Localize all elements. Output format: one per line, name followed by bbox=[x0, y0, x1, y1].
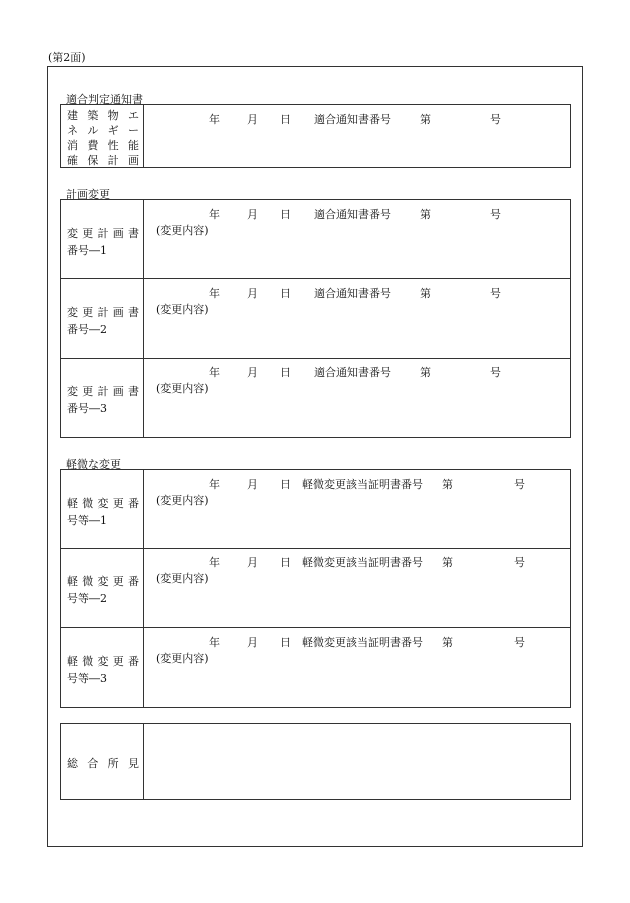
dai-label: 第 bbox=[442, 636, 453, 649]
minor-change-row bbox=[60, 469, 571, 549]
minor-change-label bbox=[67, 495, 139, 529]
number-label: 軽微変更該当証明書番号 bbox=[302, 556, 423, 569]
plan-change-label-char: 変 bbox=[67, 227, 78, 240]
minor-change-row bbox=[60, 548, 571, 628]
minor-change-label-line2: 号等―3 bbox=[67, 672, 107, 685]
plan-change-content-note: (変更内容) bbox=[156, 224, 209, 237]
plan-change-label-char: 更 bbox=[82, 227, 94, 240]
notice-label-char: 計 bbox=[107, 154, 119, 167]
plan-change-label-line2: 番号―1 bbox=[67, 244, 107, 257]
plan-change-label-char: 画 bbox=[112, 385, 124, 398]
minor-change-value-cell bbox=[144, 548, 570, 627]
minor-change-label-char: 微 bbox=[82, 575, 94, 588]
plan-change-label-cell bbox=[61, 200, 144, 278]
notice-box bbox=[60, 104, 571, 168]
number-label: 軽微変更該当証明書番号 bbox=[302, 478, 423, 491]
day-label: 日 bbox=[280, 556, 291, 569]
notice-label-char: 費 bbox=[87, 139, 99, 152]
plan-change-label bbox=[67, 304, 139, 338]
minor-change-label-line1 bbox=[67, 495, 139, 512]
minor-change-label-cell bbox=[61, 470, 144, 548]
go-label: 号 bbox=[490, 113, 501, 126]
plan-change-label-line1 bbox=[67, 304, 139, 321]
dai-label: 第 bbox=[420, 208, 431, 221]
notice-label-char: 物 bbox=[107, 109, 119, 122]
month-label: 月 bbox=[247, 366, 258, 379]
minor-change-label-char: 番 bbox=[128, 655, 139, 668]
notice-label-char: 保 bbox=[87, 154, 99, 167]
go-label: 号 bbox=[490, 366, 501, 379]
plan-change-label-cell bbox=[61, 358, 144, 437]
year-label: 年 bbox=[209, 287, 220, 300]
plan-change-label-char: 計 bbox=[97, 306, 109, 319]
minor-change-row bbox=[60, 628, 571, 708]
minor-change-value-cell bbox=[144, 470, 570, 548]
notice-label-row bbox=[67, 153, 139, 168]
go-label: 号 bbox=[514, 636, 525, 649]
day-label: 日 bbox=[280, 113, 291, 126]
minor-change-label-char: 変 bbox=[97, 575, 109, 588]
go-label: 号 bbox=[490, 287, 501, 300]
plan-change-label-char: 更 bbox=[82, 385, 94, 398]
plan-change-label-char: 変 bbox=[67, 306, 78, 319]
dai-label: 第 bbox=[420, 366, 431, 379]
overall-label-char: 見 bbox=[127, 757, 139, 770]
minor-change-label bbox=[67, 573, 139, 607]
notice-label-char: 能 bbox=[127, 139, 139, 152]
year-label: 年 bbox=[209, 113, 220, 126]
number-label: 適合通知書番号 bbox=[314, 208, 391, 221]
plan-change-row bbox=[60, 279, 571, 359]
number-label: 適合通知書番号 bbox=[314, 287, 391, 300]
minor-change-label-char: 番 bbox=[128, 575, 139, 588]
go-label: 号 bbox=[490, 208, 501, 221]
overall-label bbox=[67, 755, 139, 771]
day-label: 日 bbox=[280, 287, 291, 300]
year-label: 年 bbox=[209, 366, 220, 379]
plan-change-label-line2: 番号―3 bbox=[67, 402, 107, 415]
minor-change-label-line1 bbox=[67, 653, 139, 670]
notice-label-row bbox=[67, 123, 139, 138]
plan-change-row bbox=[60, 199, 571, 279]
notice-label-char: 消 bbox=[67, 139, 78, 152]
plan-change-content-note: (変更内容) bbox=[156, 382, 209, 395]
overall-label-char: 合 bbox=[87, 757, 99, 770]
day-label: 日 bbox=[280, 208, 291, 221]
overall-value-cell bbox=[144, 724, 570, 799]
notice-label-char: 確 bbox=[67, 154, 78, 167]
minor-change-label bbox=[67, 653, 139, 687]
minor-change-label-char: 更 bbox=[112, 497, 124, 510]
page-label: (第2面) bbox=[48, 51, 86, 64]
minor-change-label-char: 軽 bbox=[67, 497, 78, 510]
minor-change-label-char: 更 bbox=[112, 575, 124, 588]
plan-change-content-note: (変更内容) bbox=[156, 303, 209, 316]
plan-change-label-char: 画 bbox=[112, 306, 124, 319]
number-label: 軽微変更該当証明書番号 bbox=[302, 636, 423, 649]
minor-change-heading: 軽微な変更 bbox=[66, 458, 121, 471]
go-label: 号 bbox=[514, 478, 525, 491]
month-label: 月 bbox=[247, 556, 258, 569]
plan-change-label-line1 bbox=[67, 383, 139, 400]
overall-label-char: 所 bbox=[107, 757, 119, 770]
minor-change-label-char: 更 bbox=[112, 655, 124, 668]
plan-change-label-char: 画 bbox=[112, 227, 124, 240]
dai-label: 第 bbox=[420, 113, 431, 126]
dai-label: 第 bbox=[420, 287, 431, 300]
dai-label: 第 bbox=[442, 556, 453, 569]
plan-change-row bbox=[60, 358, 571, 438]
minor-change-label-char: 軽 bbox=[67, 655, 78, 668]
day-label: 日 bbox=[280, 478, 291, 491]
minor-change-content-note: (変更内容) bbox=[156, 494, 209, 507]
plan-change-label-char: 書 bbox=[128, 385, 139, 398]
minor-change-label-line1 bbox=[67, 573, 139, 590]
notice-label-char: 建 bbox=[67, 109, 78, 122]
year-label: 年 bbox=[209, 556, 220, 569]
month-label: 月 bbox=[247, 636, 258, 649]
minor-change-label-char: 軽 bbox=[67, 575, 78, 588]
year-label: 年 bbox=[209, 478, 220, 491]
plan-change-heading: 計画変更 bbox=[66, 188, 110, 201]
minor-change-label-char: 微 bbox=[82, 497, 94, 510]
plan-change-value-cell bbox=[144, 358, 570, 437]
notice-label-char: ル bbox=[87, 124, 99, 137]
minor-change-value-cell bbox=[144, 628, 570, 707]
number-label: 適合通知書番号 bbox=[314, 113, 391, 126]
minor-change-label-cell bbox=[61, 628, 144, 707]
plan-change-label-char: 計 bbox=[97, 385, 109, 398]
year-label: 年 bbox=[209, 636, 220, 649]
minor-change-label-line2: 号等―2 bbox=[67, 592, 107, 605]
minor-change-content-note: (変更内容) bbox=[156, 652, 209, 665]
plan-change-label-line1 bbox=[67, 225, 139, 242]
plan-change-value-cell bbox=[144, 279, 570, 358]
plan-change-value-cell bbox=[144, 200, 570, 278]
plan-change-label bbox=[67, 383, 139, 417]
month-label: 月 bbox=[247, 208, 258, 221]
notice-label-row bbox=[67, 108, 139, 123]
month-label: 月 bbox=[247, 113, 258, 126]
notice-label-char: ギ bbox=[107, 124, 119, 137]
minor-change-label-cell bbox=[61, 548, 144, 627]
minor-change-label-char: 微 bbox=[82, 655, 94, 668]
plan-change-label-char: 書 bbox=[128, 306, 139, 319]
year-label: 年 bbox=[209, 208, 220, 221]
notice-label-char: 築 bbox=[87, 109, 99, 122]
plan-change-label-cell bbox=[61, 279, 144, 358]
plan-change-label-line2: 番号―2 bbox=[67, 323, 107, 336]
month-label: 月 bbox=[247, 478, 258, 491]
dai-label: 第 bbox=[442, 478, 453, 491]
day-label: 日 bbox=[280, 636, 291, 649]
overall-label-cell bbox=[61, 724, 144, 799]
minor-change-label-char: 変 bbox=[97, 655, 109, 668]
notice-label-cell bbox=[61, 105, 144, 167]
plan-change-label-char: 書 bbox=[128, 227, 139, 240]
plan-change-label-char: 変 bbox=[67, 385, 78, 398]
number-label: 適合通知書番号 bbox=[314, 366, 391, 379]
day-label: 日 bbox=[280, 366, 291, 379]
minor-change-content-note: (変更内容) bbox=[156, 572, 209, 585]
notice-value-cell bbox=[144, 105, 570, 167]
notice-label-char: ネ bbox=[67, 124, 78, 137]
month-label: 月 bbox=[247, 287, 258, 300]
plan-change-label-char: 計 bbox=[97, 227, 109, 240]
go-label: 号 bbox=[514, 556, 525, 569]
plan-change-label bbox=[67, 225, 139, 259]
notice-heading: 適合判定通知書 bbox=[66, 93, 143, 106]
plan-change-label-char: 更 bbox=[82, 306, 94, 319]
minor-change-label-char: 番 bbox=[128, 497, 139, 510]
minor-change-label-char: 変 bbox=[97, 497, 109, 510]
overall-label-char: 総 bbox=[67, 757, 78, 770]
notice-label-char: ー bbox=[127, 124, 139, 137]
notice-label-char: エ bbox=[127, 109, 139, 122]
overall-box bbox=[60, 723, 571, 800]
notice-label-char: 性 bbox=[107, 139, 119, 152]
notice-label-row bbox=[67, 138, 139, 153]
minor-change-label-line2: 号等―1 bbox=[67, 514, 107, 527]
notice-label-char: 画 bbox=[127, 154, 139, 167]
